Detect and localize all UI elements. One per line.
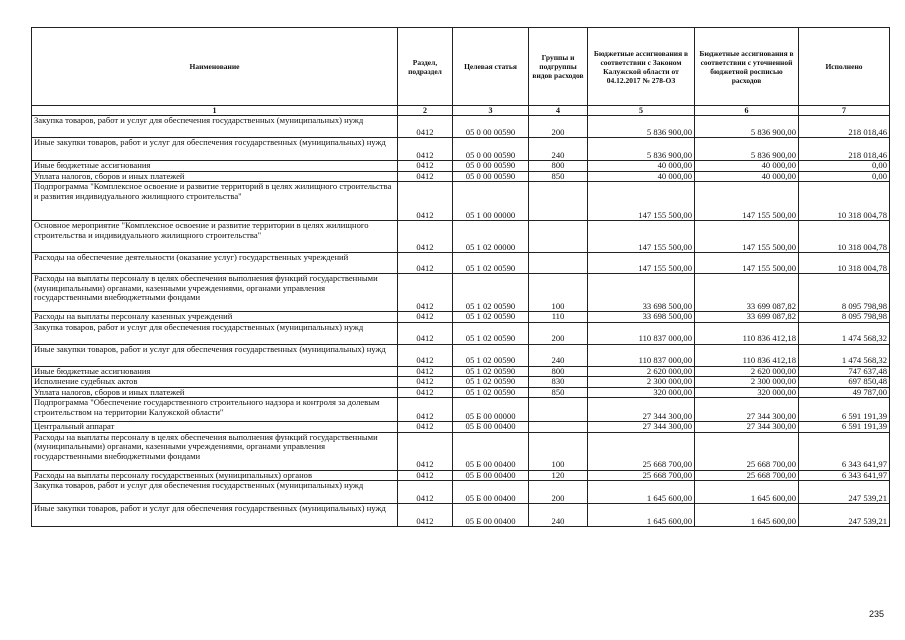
row-target-article: 05 Б 00 00400	[453, 422, 529, 433]
row-refined-allocation: 147 155 500,00	[695, 182, 799, 221]
table-row	[32, 161, 890, 172]
column-number: 1	[32, 106, 398, 116]
row-law-allocation: 110 837 000,00	[588, 322, 695, 344]
row-expense-group: 110	[529, 312, 588, 323]
row-name: Закупка товаров, работ и услуг для обеспечения государственных (муниципальных) нужд	[32, 116, 398, 138]
row-expense-group: 240	[529, 504, 588, 527]
row-target-article: 05 Б 00 00400	[453, 432, 529, 470]
row-name: Уплата налогов, сборов и иных платежей	[32, 171, 398, 182]
table-row	[32, 274, 890, 312]
row-expense-group: 240	[529, 138, 588, 161]
row-section: 0412	[398, 470, 453, 481]
row-refined-allocation: 2 300 000,00	[695, 377, 799, 388]
table-row	[32, 312, 890, 323]
row-expense-group: 850	[529, 387, 588, 398]
row-section: 0412	[398, 398, 453, 422]
row-executed: 247 539,21	[799, 481, 890, 504]
row-expense-group: 200	[529, 481, 588, 504]
row-law-allocation: 25 668 700,00	[588, 470, 695, 481]
row-target-article: 05 1 00 00000	[453, 182, 529, 221]
header-section: Раздел, подраздел	[398, 28, 453, 106]
row-section: 0412	[398, 182, 453, 221]
row-refined-allocation: 2 620 000,00	[695, 366, 799, 377]
column-number-row	[32, 106, 890, 116]
row-target-article: 05 Б 00 00400	[453, 504, 529, 527]
row-refined-allocation: 33 699 087,82	[695, 274, 799, 312]
row-refined-allocation: 110 836 412,18	[695, 344, 799, 366]
row-law-allocation: 2 620 000,00	[588, 366, 695, 377]
row-section: 0412	[398, 312, 453, 323]
row-section: 0412	[398, 322, 453, 344]
row-law-allocation: 1 645 600,00	[588, 504, 695, 527]
row-expense-group: 100	[529, 274, 588, 312]
row-name: Центральный аппарат	[32, 422, 398, 433]
header-law-allocations: Бюджетные ассигнования в соответствии с Законом Калужской области от 04.12.2017 № 278-ОЗ	[588, 28, 695, 106]
row-executed: 0,00	[799, 161, 890, 172]
row-executed: 697 850,48	[799, 377, 890, 388]
row-section: 0412	[398, 504, 453, 527]
row-refined-allocation: 1 645 600,00	[695, 504, 799, 527]
row-target-article: 05 Б 00 00000	[453, 398, 529, 422]
row-expense-group: 800	[529, 366, 588, 377]
row-executed: 8 095 798,98	[799, 312, 890, 323]
row-section: 0412	[398, 253, 453, 274]
column-number: 6	[695, 106, 799, 116]
row-executed: 10 318 004,78	[799, 253, 890, 274]
row-target-article: 05 0 00 00590	[453, 116, 529, 138]
row-executed: 6 343 641,97	[799, 470, 890, 481]
row-refined-allocation: 5 836 900,00	[695, 116, 799, 138]
row-section: 0412	[398, 274, 453, 312]
row-target-article: 05 0 00 00590	[453, 138, 529, 161]
row-name: Расходы на выплаты персоналу в целях обеспечения выполнения функций государственными (муниципальными) органами, казенными учреждениями, органами управления государственными внебюджетными фондами	[32, 432, 398, 470]
row-refined-allocation: 33 699 087,82	[695, 312, 799, 323]
table-row	[32, 432, 890, 470]
row-expense-group	[529, 253, 588, 274]
row-name: Исполнение судебных актов	[32, 377, 398, 388]
column-number: 3	[453, 106, 529, 116]
row-refined-allocation: 320 000,00	[695, 387, 799, 398]
row-expense-group: 200	[529, 322, 588, 344]
row-target-article: 05 1 02 00590	[453, 253, 529, 274]
row-name: Иные закупки товаров, работ и услуг для обеспечения государственных (муниципальных) нужд	[32, 504, 398, 527]
header-target-article: Целевая статья	[453, 28, 529, 106]
row-name: Иные закупки товаров, работ и услуг для обеспечения государственных (муниципальных) нужд	[32, 138, 398, 161]
table-row	[32, 182, 890, 221]
row-law-allocation: 2 300 000,00	[588, 377, 695, 388]
row-section: 0412	[398, 366, 453, 377]
row-target-article: 05 1 02 00590	[453, 344, 529, 366]
row-expense-group: 100	[529, 432, 588, 470]
table-row	[32, 221, 890, 253]
row-expense-group	[529, 398, 588, 422]
row-executed: 247 539,21	[799, 504, 890, 527]
table-row	[32, 171, 890, 182]
row-refined-allocation: 1 645 600,00	[695, 481, 799, 504]
row-target-article: 05 1 02 00000	[453, 221, 529, 253]
row-name: Основное мероприятие "Комплексное освоение и развитие территории в целях жилищного строительства и индивидуального жилищного строительства"	[32, 221, 398, 253]
row-executed: 8 095 798,98	[799, 274, 890, 312]
row-law-allocation: 33 698 500,00	[588, 312, 695, 323]
row-name: Иные бюджетные ассигнования	[32, 366, 398, 377]
row-law-allocation: 147 155 500,00	[588, 182, 695, 221]
row-name: Расходы на обеспечение деятельности (оказание услуг) государственных учреждений	[32, 253, 398, 274]
row-section: 0412	[398, 377, 453, 388]
row-refined-allocation: 40 000,00	[695, 171, 799, 182]
row-name: Подпрограмма "Обеспечение государственного строительного надзора и контроля за долевым строительством на территории Калужской области"	[32, 398, 398, 422]
row-expense-group: 800	[529, 161, 588, 172]
column-number: 4	[529, 106, 588, 116]
header-expense-groups: Группы и подгруппы видов расходов	[529, 28, 588, 106]
row-section: 0412	[398, 116, 453, 138]
table-row	[32, 422, 890, 433]
row-executed: 1 474 568,32	[799, 322, 890, 344]
row-refined-allocation: 5 836 900,00	[695, 138, 799, 161]
row-target-article: 05 Б 00 00400	[453, 470, 529, 481]
column-number: 7	[799, 106, 890, 116]
row-expense-group: 830	[529, 377, 588, 388]
row-refined-allocation: 25 668 700,00	[695, 470, 799, 481]
row-law-allocation: 40 000,00	[588, 171, 695, 182]
row-name: Иные закупки товаров, работ и услуг для обеспечения государственных (муниципальных) нужд	[32, 344, 398, 366]
budget-table	[31, 27, 890, 527]
row-name: Расходы на выплаты персоналу в целях обеспечения выполнения функций государственными (муниципальными) органами, казенными учреждениями, органами управления государственными внебюджетными фондами	[32, 274, 398, 312]
row-executed: 218 018,46	[799, 116, 890, 138]
row-target-article: 05 1 02 00590	[453, 322, 529, 344]
row-expense-group	[529, 221, 588, 253]
row-expense-group	[529, 422, 588, 433]
row-law-allocation: 110 837 000,00	[588, 344, 695, 366]
row-executed: 218 018,46	[799, 138, 890, 161]
row-refined-allocation: 147 155 500,00	[695, 221, 799, 253]
row-name: Подпрограмма "Комплексное освоение и развитие территорий в целях жилищного строительства и развития индивидуального жилищного строительства"	[32, 182, 398, 221]
row-law-allocation: 5 836 900,00	[588, 116, 695, 138]
table-row	[32, 138, 890, 161]
row-name: Уплата налогов, сборов и иных платежей	[32, 387, 398, 398]
table-row	[32, 344, 890, 366]
table-row	[32, 366, 890, 377]
row-expense-group: 120	[529, 470, 588, 481]
row-section: 0412	[398, 171, 453, 182]
header-name: Наименование	[32, 28, 398, 106]
row-section: 0412	[398, 481, 453, 504]
table-row	[32, 481, 890, 504]
row-section: 0412	[398, 344, 453, 366]
row-refined-allocation: 110 836 412,18	[695, 322, 799, 344]
row-refined-allocation: 147 155 500,00	[695, 253, 799, 274]
table-row	[32, 116, 890, 138]
header-refined-allocations: Бюджетные ассигнования в соответствии с уточненной бюджетной росписью расходов	[695, 28, 799, 106]
row-executed: 6 591 191,39	[799, 398, 890, 422]
row-executed: 747 637,48	[799, 366, 890, 377]
row-name: Расходы на выплаты персоналу казенных учреждений	[32, 312, 398, 323]
row-name: Закупка товаров, работ и услуг для обеспечения государственных (муниципальных) нужд	[32, 481, 398, 504]
row-executed: 6 343 641,97	[799, 432, 890, 470]
row-target-article: 05 Б 00 00400	[453, 481, 529, 504]
row-law-allocation: 147 155 500,00	[588, 221, 695, 253]
row-section: 0412	[398, 422, 453, 433]
row-law-allocation: 27 344 300,00	[588, 422, 695, 433]
row-expense-group: 200	[529, 116, 588, 138]
row-target-article: 05 1 02 00590	[453, 312, 529, 323]
row-executed: 0,00	[799, 171, 890, 182]
row-target-article: 05 1 02 00590	[453, 387, 529, 398]
row-law-allocation: 147 155 500,00	[588, 253, 695, 274]
row-law-allocation: 1 645 600,00	[588, 481, 695, 504]
row-target-article: 05 0 00 00590	[453, 161, 529, 172]
row-target-article: 05 1 02 00590	[453, 366, 529, 377]
row-expense-group: 240	[529, 344, 588, 366]
row-section: 0412	[398, 138, 453, 161]
row-section: 0412	[398, 387, 453, 398]
row-refined-allocation: 40 000,00	[695, 161, 799, 172]
row-expense-group: 850	[529, 171, 588, 182]
row-name: Расходы на выплаты персоналу государственных (муниципальных) органов	[32, 470, 398, 481]
header-executed: Исполнено	[799, 28, 890, 106]
table-row	[32, 387, 890, 398]
row-executed: 10 318 004,78	[799, 182, 890, 221]
row-name: Закупка товаров, работ и услуг для обеспечения государственных (муниципальных) нужд	[32, 322, 398, 344]
column-number: 5	[588, 106, 695, 116]
row-refined-allocation: 27 344 300,00	[695, 398, 799, 422]
row-refined-allocation: 25 668 700,00	[695, 432, 799, 470]
table-row	[32, 504, 890, 527]
row-refined-allocation: 27 344 300,00	[695, 422, 799, 433]
row-law-allocation: 33 698 500,00	[588, 274, 695, 312]
row-law-allocation: 27 344 300,00	[588, 398, 695, 422]
row-target-article: 05 0 00 00590	[453, 171, 529, 182]
row-law-allocation: 40 000,00	[588, 161, 695, 172]
page-number: 235	[869, 609, 885, 619]
row-executed: 49 787,00	[799, 387, 890, 398]
row-name: Иные бюджетные ассигнования	[32, 161, 398, 172]
table-row	[32, 322, 890, 344]
row-executed: 6 591 191,39	[799, 422, 890, 433]
row-target-article: 05 1 02 00590	[453, 377, 529, 388]
row-section: 0412	[398, 161, 453, 172]
table-row	[32, 398, 890, 422]
row-law-allocation: 25 668 700,00	[588, 432, 695, 470]
row-executed: 1 474 568,32	[799, 344, 890, 366]
row-section: 0412	[398, 432, 453, 470]
column-number: 2	[398, 106, 453, 116]
row-target-article: 05 1 02 00590	[453, 274, 529, 312]
row-law-allocation: 320 000,00	[588, 387, 695, 398]
row-section: 0412	[398, 221, 453, 253]
table-row	[32, 377, 890, 388]
header-row	[32, 28, 890, 106]
row-expense-group	[529, 182, 588, 221]
table-row	[32, 470, 890, 481]
table-body	[32, 116, 890, 527]
table-row	[32, 253, 890, 274]
row-executed: 10 318 004,78	[799, 221, 890, 253]
row-law-allocation: 5 836 900,00	[588, 138, 695, 161]
